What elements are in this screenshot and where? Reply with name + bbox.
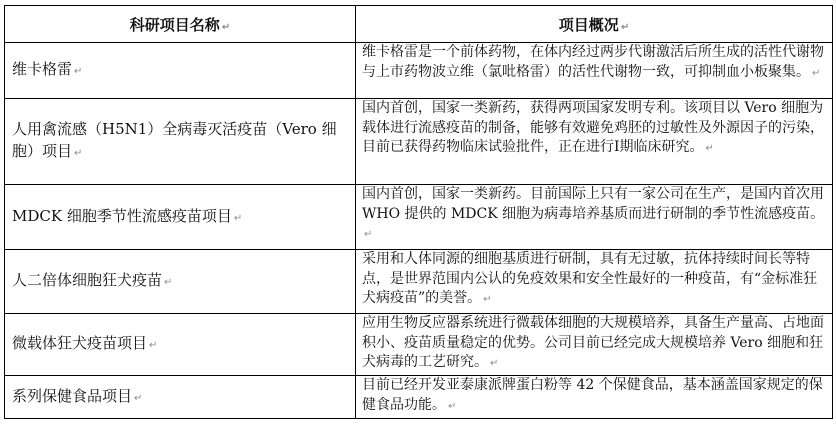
paragraph-mark-icon: ↵ [812, 67, 821, 79]
table-row [5, 250, 833, 314]
paragraph-mark-icon: ↵ [164, 277, 173, 288]
project-overview-cell [356, 376, 833, 419]
paragraph-mark-icon: ↵ [448, 400, 457, 412]
paragraph-mark-icon: ↵ [620, 21, 630, 33]
header-project-name-text: 科研项目名称 [129, 15, 220, 34]
table-row [5, 314, 833, 376]
project-name: 系列保健食品项目 [12, 386, 133, 405]
project-overview-cell [356, 43, 833, 99]
project-overview: 国内首创，国家一类新药。目前国际上只有一家公司在生产，是国内首次用 WHO 提供的 MDCK 细胞为病毒培养基质而进行研制的季节性流感疫苗。 [362, 186, 825, 222]
paragraph-mark-icon: ↵ [221, 21, 231, 33]
paragraph-mark-icon: ↵ [483, 294, 492, 305]
table-row [5, 43, 833, 99]
project-name-cell [5, 43, 356, 99]
project-name: 微载体狂犬疫苗项目 [12, 334, 148, 352]
paragraph-mark-icon: ↵ [490, 358, 499, 369]
project-overview: 应用生物反应器系统进行微载体细胞的大规模培养，具备生产量高、占地面积小、疫苗质量稳定的优势。公司目前已经完成大规模培养 Vero 细胞和狂犬病毒的工艺研究。 [362, 315, 824, 370]
paragraph-mark-icon: ↵ [233, 212, 243, 224]
paragraph-mark-icon: ↵ [705, 143, 714, 154]
research-projects-table [4, 5, 833, 419]
paragraph-mark-icon: ↵ [74, 66, 83, 77]
header-project-overview [356, 6, 833, 43]
table-header-row [5, 6, 833, 43]
project-overview: 维卡格雷是一个前体药物，在体内经过两步代谢激活后所生成的活性代谢物与上市药物波立维（氯吡格雷）的活性代谢物一致，可抑制血小板聚集。 [362, 44, 824, 80]
project-overview-cell [356, 314, 833, 376]
project-overview-cell [356, 185, 833, 250]
project-name-cell [5, 99, 356, 185]
project-overview: 目前已经开发亚泰康派牌蛋白粉等 42 个保健食品，基本涵盖国家规定的保健食品功能。 [362, 377, 823, 413]
project-name-cell [5, 376, 356, 419]
project-name: MDCK 细胞季节性流感疫苗项目 [12, 206, 232, 225]
table-row [5, 99, 833, 185]
paragraph-mark-icon: ↵ [364, 229, 373, 240]
project-overview: 采用和人体同源的细胞基质进行研制，具有无过敏，抗体持续时间长等特点，是世界范围内公认的免疫效果和安全性最好的一种疫苗，有“金标准狂犬病疫苗”的美誉。 [362, 251, 818, 306]
project-overview-cell [356, 99, 833, 185]
header-project-name [5, 6, 356, 43]
project-overview: 国内首创，国家一类新药，获得两项国家发明专利。该项目以 Vero 细胞为载体进行流感疫苗的制备，能够有效避免鸡胚的过敏性及外源因子的污染，目前已获得药物临床试验批件，正在进行Ⅰ期临床研究。 [362, 100, 824, 155]
project-name: 人用禽流感（H5N1）全病毒灭活疫苗（Vero 细胞）项目 [12, 120, 337, 160]
project-overview-cell [356, 250, 833, 314]
table-row [5, 376, 833, 419]
paragraph-mark-icon: ↵ [149, 340, 158, 351]
project-name: 维卡格雷 [12, 60, 73, 78]
header-project-overview-text: 项目概况 [558, 15, 619, 34]
project-name-cell [5, 185, 356, 250]
table-row [5, 185, 833, 250]
project-name-cell [5, 250, 356, 314]
paragraph-mark-icon: ↵ [134, 392, 143, 404]
project-name: 人二倍体细胞狂犬疫苗 [12, 271, 163, 289]
project-name-cell [5, 314, 356, 376]
paragraph-mark-icon: ↵ [74, 148, 83, 159]
